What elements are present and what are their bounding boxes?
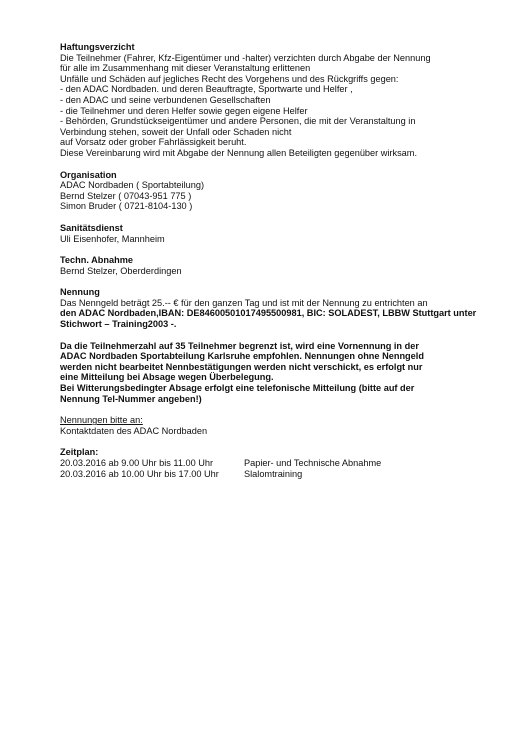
text-line: ADAC Nordbaden ( Sportabteilung) <box>60 180 205 191</box>
nennung-notice <box>60 341 500 405</box>
notice-line: eine Mitteilung bei Absage wegen Überbelegung. <box>60 372 274 383</box>
zeitplan-time: 20.03.2016 ab 10.00 Uhr bis 17.00 Uhr <box>60 468 219 479</box>
notice-line: ADAC Nordbaden Sportabteilung Karlsruhe empfohlen. Nennungen ohne Nenngeld <box>60 351 424 362</box>
bank-details-line: den ADAC Nordbaden,IBAN: DE84600501017495500981, BIC: SOLADEST, LBBW Stuttgart unter <box>60 308 477 319</box>
text-line: Bernd Stelzer, Oberderdingen <box>60 265 182 276</box>
text-line: Unfälle und Schäden auf jegliches Recht des Vorgehens und des Rückgriffs gegen: <box>60 73 399 84</box>
section-heading: Organisation <box>60 169 117 180</box>
notice-line: Bei Witterungsbedingter Absage erfolgt eine telefonische Mitteilung (bitte auf der <box>60 383 415 394</box>
notice-line: Nennung Tel-Nummer angeben!) <box>60 393 202 404</box>
zeitplan-row <box>60 458 500 469</box>
text-line: Die Teilnehmer (Fahrer, Kfz-Eigentümer und -halter) verzichten durch Abgabe der Nennung <box>60 52 431 63</box>
text-line: Bernd Stelzer ( 07043-951 775 ) <box>60 190 192 201</box>
notice-line: Da die Teilnehmerzahl auf 35 Teilnehmer begrenzt ist, wird eine Vornennung in der <box>60 340 419 351</box>
section-heading: Zeitplan: <box>60 447 99 458</box>
organisation-section <box>60 170 500 212</box>
text-line: - die Teilnehmer und deren Helfer sowie gegen eigene Helfer <box>60 105 308 116</box>
document-page <box>60 42 500 490</box>
stichwort-line: Stichwort – Training2003 -. <box>60 319 177 330</box>
notice-line: werden nicht bearbeitet Nennbestätigungen werden nicht verschickt, es erfolgt nur <box>60 361 423 372</box>
techn-abnahme-section <box>60 255 500 276</box>
text-line: Verbindung stehen, soweit der Unfall oder Schaden nicht <box>60 126 292 137</box>
haftungsverzicht-section <box>60 42 500 159</box>
nennungen-an-label: Nennungen bitte an: <box>60 415 143 426</box>
section-heading: Techn. Abnahme <box>60 255 133 266</box>
zeitplan-row <box>60 469 500 480</box>
section-heading: Sanitätsdienst <box>60 222 123 233</box>
zeitplan-activity: Papier- und Technische Abnahme <box>244 458 382 468</box>
text-line: Diese Vereinbarung wird mit Abgabe der Nennung allen Beteiligten gegenüber wirksam. <box>60 147 417 158</box>
text-line: Das Nenngeld beträgt 25.-- € für den ganzen Tag und ist mit der Nennung zu entrichten an <box>60 297 428 308</box>
nennungen-an-section <box>60 415 500 436</box>
section-heading: Nennung <box>60 287 100 298</box>
zeitplan-section <box>60 447 500 479</box>
nennung-section <box>60 287 500 329</box>
section-heading: Haftungsverzicht <box>60 42 135 52</box>
text-line: - Behörden, Grundstückseigentümer und andere Personen, die mit der Veranstaltung in <box>60 116 416 127</box>
sanitaetsdienst-section <box>60 223 500 244</box>
nennungen-an-value: Kontaktdaten des ADAC Nordbaden <box>60 425 208 436</box>
text-line: für alle im Zusammenhang mit dieser Veranstaltung erlittenen <box>60 63 311 74</box>
text-line: - den ADAC und seine verbundenen Gesellschaften <box>60 94 271 105</box>
text-line: Uli Eisenhofer, Mannheim <box>60 233 165 244</box>
text-line: Simon Bruder ( 0721-8104-130 ) <box>60 201 193 212</box>
text-line: - den ADAC Nordbaden. und deren Beauftragte, Sportwarte und Helfer , <box>60 84 353 95</box>
zeitplan-time: 20.03.2016 ab 9.00 Uhr bis 11.00 Uhr <box>60 458 214 468</box>
text-line: auf Vorsatz oder grober Fahrlässigkeit beruht. <box>60 137 247 148</box>
zeitplan-activity: Slalomtraining <box>244 468 303 479</box>
